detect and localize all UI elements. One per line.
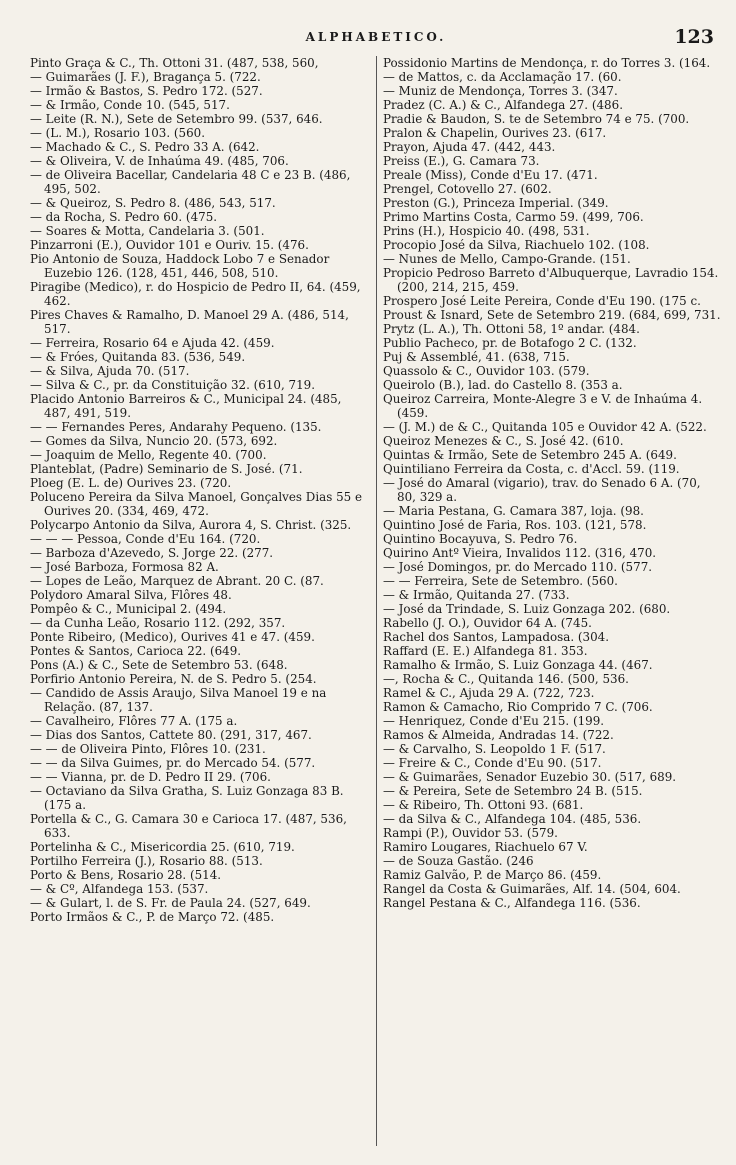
- directory-entry: — Machado & C., S. Pedro 33 A. (642.: [30, 140, 260, 154]
- directory-entry: — Barboza d'Azevedo, S. Jorge 22. (277.: [30, 546, 274, 560]
- directory-entry: — Freire & C., Conde d'Eu 90. (517.: [383, 756, 602, 770]
- directory-entry: Poluceno Pereira da Silva Manoel, Gonçalves Dias 55 e Ourives 20. (334, 469, 472.: [30, 490, 363, 518]
- directory-entry: Preston (G.), Princeza Imperial. (349.: [383, 196, 609, 210]
- directory-entry: Ramos & Almeida, Andradas 14. (722.: [383, 728, 614, 742]
- directory-entry: — de Mattos, c. da Acclamação 17. (60.: [383, 70, 622, 84]
- directory-entry: Rangel Pestana & C., Alfandega 116. (536.: [383, 896, 641, 910]
- directory-entry: — — de Oliveira Pinto, Flôres 10. (231.: [30, 742, 266, 756]
- directory-entry: Propicio Pedroso Barreto d'Albuquerque, Lavradio 154. (200, 214, 215, 459.: [383, 266, 719, 294]
- directory-entry: —, Rocha & C., Quitanda 146. (500, 536.: [383, 672, 629, 686]
- directory-entry: — José Barboza, Formosa 82 A.: [30, 560, 219, 574]
- left-column: [30, 56, 376, 1146]
- directory-entry: Quirino Antº Vieira, Invalidos 112. (316, 470.: [383, 546, 657, 560]
- directory-entry: Portilho Ferreira (J.), Rosario 88. (513.: [30, 854, 263, 868]
- directory-entry: Pinto Graça & C., Th. Ottoni 31. (487, 538, 560,: [30, 56, 319, 70]
- directory-entry: Portelinha & C., Misericordia 25. (610, 719.: [30, 840, 295, 854]
- directory-entry: — Lopes de Leão, Marquez de Abrant. 20 C. (87.: [30, 574, 324, 588]
- directory-entry: Prengel, Cotovello 27. (602.: [383, 182, 552, 196]
- directory-entry: Pradie & Baudon, S. te de Setembro 74 e 75. (700.: [383, 112, 690, 126]
- directory-entry: Procopio José da Silva, Riachuelo 102. (108.: [383, 238, 650, 252]
- running-title: ALPHABETICO.: [305, 30, 447, 44]
- directory-entry: Queirolo (B.), lad. do Castello 8. (353 a.: [383, 378, 623, 392]
- directory-entry: — & Silva, Ajuda 70. (517.: [30, 364, 190, 378]
- directory-entry: Prins (H.), Hospicio 40. (498, 531.: [383, 224, 590, 238]
- directory-entry: Porto & Bens, Rosario 28. (514.: [30, 868, 222, 882]
- directory-entry: — — Fernandes Peres, Andarahy Pequeno. (135.: [30, 420, 322, 434]
- directory-entry: — Joaquim de Mello, Regente 40. (700.: [30, 448, 267, 462]
- directory-entry: Porto Irmãos & C., P. de Março 72. (485.: [30, 910, 275, 924]
- directory-entry: — & Fróes, Quitanda 83. (536, 549.: [30, 350, 246, 364]
- directory-entry: Possidonio Martins de Mendonça, r. do Torres 3. (164.: [383, 56, 711, 70]
- directory-entry: — da Silva & C., Alfandega 104. (485, 536.: [383, 812, 642, 826]
- directory-entry: — & Irmão, Conde 10. (545, 517.: [30, 98, 230, 112]
- directory-entry: Raffard (E. E.) Alfandega 81. 353.: [383, 644, 588, 658]
- directory-entry: — Maria Pestana, G. Camara 387, loja. (98.: [383, 504, 644, 518]
- directory-entry: Quintino Bocayuva, S. Pedro 76.: [383, 532, 578, 546]
- directory-entry: — Nunes de Mello, Campo-Grande. (151.: [383, 252, 631, 266]
- directory-entry: — de Souza Gastão. (246: [383, 854, 534, 868]
- directory-entry: — José do Amaral (vigario), trav. do Senado 6 A. (70, 80, 329 a.: [383, 476, 701, 504]
- directory-entry: Queiroz Menezes & C., S. José 42. (610.: [383, 434, 624, 448]
- directory-entry: Prytz (L. A.), Th. Ottoni 58, 1º andar. (484.: [383, 322, 640, 336]
- directory-entry: — Cavalheiro, Flôres 77 A. (175 a.: [30, 714, 238, 728]
- directory-entry: Primo Martins Costa, Carmo 59. (499, 706.: [383, 210, 644, 224]
- directory-entry: Portella & C., G. Camara 30 e Carioca 17. (487, 536, 633.: [30, 812, 347, 840]
- directory-entry: — Leite (R. N.), Sete de Setembro 99. (537, 646.: [30, 112, 323, 126]
- directory-entry: Placido Antonio Barreiros & C., Municipal 24. (485, 487, 491, 519.: [30, 392, 342, 420]
- directory-entry: — Candido de Assis Araujo, Silva Manoel 19 e na Relação. (87, 137.: [30, 686, 327, 714]
- directory-entry: Ramiz Galvão, P. de Março 86. (459.: [383, 868, 602, 882]
- directory-entry: Pires Chaves & Ramalho, D. Manoel 29 A. (486, 514, 517.: [30, 308, 349, 336]
- directory-entry: Ponte Ribeiro, (Medico), Ourives 41 e 47. (459.: [30, 630, 315, 644]
- directory-entry: Ramalho & Irmão, S. Luiz Gonzaga 44. (467.: [383, 658, 653, 672]
- directory-entry: Quassolo & C., Ouvidor 103. (579.: [383, 364, 590, 378]
- directory-entry: — de Oliveira Bacellar, Candelaria 48 C e 23 B. (486, 495, 502.: [30, 168, 351, 196]
- directory-entry: — & Queiroz, S. Pedro 8. (486, 543, 517.: [30, 196, 276, 210]
- directory-entry: Porfirio Antonio Pereira, N. de S. Pedro 5. (254.: [30, 672, 317, 686]
- directory-entry: Quintas & Irmão, Sete de Setembro 245 A. (649.: [383, 448, 677, 462]
- directory-entry: — Soares & Motta, Candelaria 3. (501.: [30, 224, 265, 238]
- directory-entry: Ramiro Lougares, Riachuelo 67 V.: [383, 840, 588, 854]
- directory-entry: Rampi (P.), Ouvidor 53. (579.: [383, 826, 558, 840]
- directory-entry: — & Irmão, Quitanda 27. (733.: [383, 588, 570, 602]
- directory-entry: — & Ribeiro, Th. Ottoni 93. (681.: [383, 798, 584, 812]
- directory-entry: Puj & Assemblé, 41. (638, 715.: [383, 350, 570, 364]
- directory-entry: Planteblat, (Padre) Seminario de S. José. (71.: [30, 462, 303, 476]
- directory-entry: Pio Antonio de Souza, Haddock Lobo 7 e Senador Euzebio 126. (128, 451, 446, 508, 510.: [30, 252, 330, 280]
- page-header: [30, 26, 722, 56]
- directory-entry: Piragibe (Medico), r. do Hospicio de Pedro II, 64. (459, 462.: [30, 280, 361, 308]
- directory-entry: Ploeg (E. L. de) Ourives 23. (720.: [30, 476, 232, 490]
- directory-entry: — Dias dos Santos, Cattete 80. (291, 317, 467.: [30, 728, 312, 742]
- directory-entry: Proust & Isnard, Sete de Setembro 219. (684, 699, 731.: [383, 308, 721, 322]
- directory-entry: Ramon & Camacho, Rio Comprido 7 C. (706.: [383, 700, 653, 714]
- directory-entry: Rangel da Costa & Guimarães, Alf. 14. (504, 604.: [383, 882, 681, 896]
- directory-entry: — & Cº, Alfandega 153. (537.: [30, 882, 209, 896]
- directory-entry: — Silva & C., pr. da Constituição 32. (610, 719.: [30, 378, 315, 392]
- directory-entry: Rabello (J. O.), Ouvidor 64 A. (745.: [383, 616, 592, 630]
- directory-entry: — Henriquez, Conde d'Eu 215. (199.: [383, 714, 605, 728]
- directory-entry: — & Carvalho, S. Leopoldo 1 F. (517.: [383, 742, 606, 756]
- page-number: 123: [674, 26, 714, 48]
- directory-entry: — & Pereira, Sete de Setembro 24 B. (515.: [383, 784, 643, 798]
- directory-entry: Ramel & C., Ajuda 29 A. (722, 723.: [383, 686, 595, 700]
- directory-entry: — Guimarães (J. F.), Bragança 5. (722.: [30, 70, 261, 84]
- directory-entry: — Ferreira, Rosario 64 e Ajuda 42. (459.: [30, 336, 275, 350]
- directory-entry: — da Rocha, S. Pedro 60. (475.: [30, 210, 218, 224]
- directory-entry: Queiroz Carreira, Monte-Alegre 3 e V. de Inhaúma 4. (459.: [383, 392, 703, 420]
- directory-entry: Prospero José Leite Pereira, Conde d'Eu 190. (175 c.: [383, 294, 701, 308]
- directory-entry: Publio Pacheco, pr. de Botafogo 2 C. (132.: [383, 336, 637, 350]
- directory-columns: [30, 56, 722, 1146]
- directory-entry: Prayon, Ajuda 47. (442, 443.: [383, 140, 556, 154]
- directory-entry: — José Domingos, pr. do Mercado 110. (577.: [383, 560, 653, 574]
- directory-entry: Polycarpo Antonio da Silva, Aurora 4, S. Christ. (325.: [30, 518, 352, 532]
- directory-entry: — Octaviano da Silva Gratha, S. Luiz Gonzaga 83 B. (175 a.: [30, 784, 344, 812]
- directory-entry: — & Guimarães, Senador Euzebio 30. (517, 689.: [383, 770, 677, 784]
- directory-entry: — — Ferreira, Sete de Setembro. (560.: [383, 574, 618, 588]
- directory-entry: — (J. M.) de & C., Quitanda 105 e Ouvidor 42 A. (522.: [383, 420, 707, 434]
- directory-entry: — da Cunha Leão, Rosario 112. (292, 357.: [30, 616, 286, 630]
- directory-entry: Pontes & Santos, Carioca 22. (649.: [30, 644, 242, 658]
- directory-entry: Preale (Miss), Conde d'Eu 17. (471.: [383, 168, 598, 182]
- directory-entry: Pompêo & C., Municipal 2. (494.: [30, 602, 227, 616]
- directory-entry: Pradez (C. A.) & C., Alfandega 27. (486.: [383, 98, 623, 112]
- directory-entry: — & Oliveira, V. de Inhaúma 49. (485, 706.: [30, 154, 289, 168]
- directory-entry: — — — Pessoa, Conde d'Eu 164. (720.: [30, 532, 261, 546]
- directory-entry: Quintiliano Ferreira da Costa, c. d'Accl. 59. (119.: [383, 462, 680, 476]
- directory-entry: Pinzarroni (E.), Ouvidor 101 e Ouriv. 15. (476.: [30, 238, 309, 252]
- directory-entry: — Irmão & Bastos, S. Pedro 172. (527.: [30, 84, 263, 98]
- right-column: [376, 56, 722, 1146]
- directory-entry: — Muniz de Mendonça, Torres 3. (347.: [383, 84, 618, 98]
- directory-entry: Polydoro Amaral Silva, Flôres 48.: [30, 588, 232, 602]
- directory-entry: Quintino José de Faria, Ros. 103. (121, 578.: [383, 518, 647, 532]
- directory-entry: Pons (A.) & C., Sete de Setembro 53. (648.: [30, 658, 288, 672]
- directory-entry: — Gomes da Silva, Nuncio 20. (573, 692.: [30, 434, 278, 448]
- directory-entry: — José da Trindade, S. Luiz Gonzaga 202. (680.: [383, 602, 671, 616]
- directory-entry: Pralon & Chapelin, Ourives 23. (617.: [383, 126, 607, 140]
- directory-entry: — & Gulart, l. de S. Fr. de Paula 24. (527, 649.: [30, 896, 311, 910]
- directory-entry: — (L. M.), Rosario 103. (560.: [30, 126, 206, 140]
- directory-entry: Rachel dos Santos, Lampadosa. (304.: [383, 630, 609, 644]
- directory-entry: — — Vianna, pr. de D. Pedro II 29. (706.: [30, 770, 271, 784]
- directory-entry: — — da Silva Guimes, pr. do Mercado 54. (577.: [30, 756, 316, 770]
- directory-entry: Preiss (E.), G. Camara 73.: [383, 154, 540, 168]
